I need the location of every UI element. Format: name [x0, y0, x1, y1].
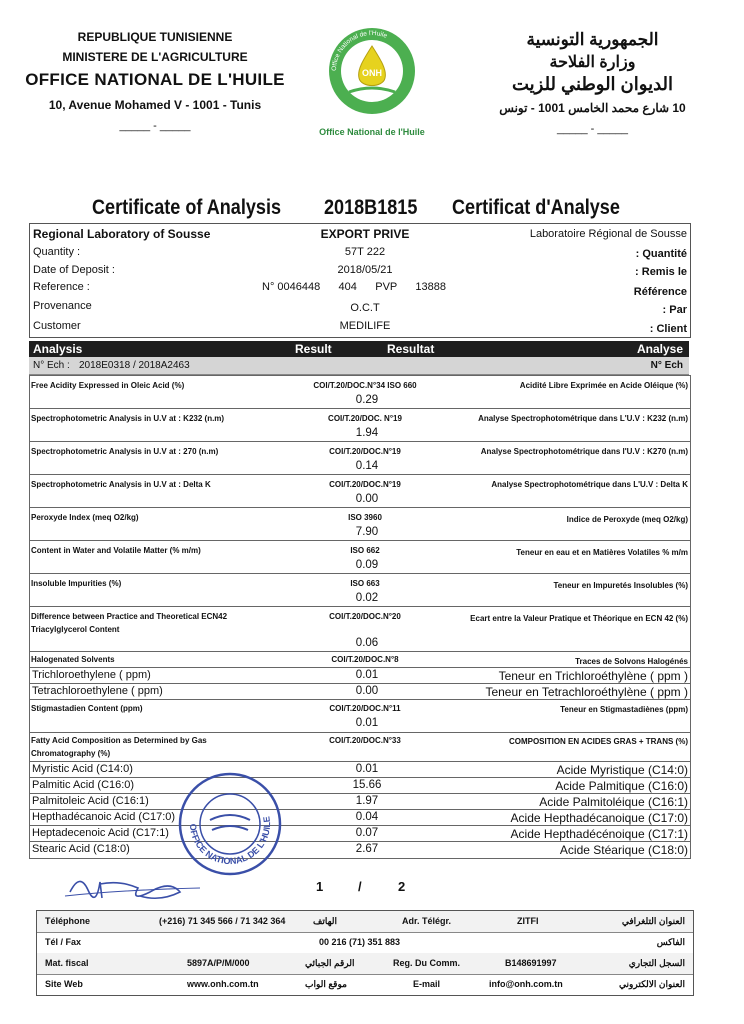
analysis-name: Insoluble Impurities (%) [31, 579, 122, 588]
analysis-value: 7.90 [355, 526, 379, 538]
table-row [30, 825, 690, 842]
quantity-label-fr: : Quantité [635, 248, 687, 260]
fatty-standard: COI/T.20/DOC.N°33 [329, 736, 401, 745]
table-row [30, 573, 690, 606]
analysis-name-fr: Acidité Libre Exprimée en Acide Oléique (%) [519, 381, 688, 390]
phone-label-ar: الهاتف [313, 916, 337, 926]
fatty-item-value: 0.04 [355, 811, 379, 823]
fatty-item-name-fr: Acide Palmitoléique (C16:1) [539, 795, 688, 809]
table-row [30, 809, 690, 826]
table-row [30, 793, 690, 810]
phone-label: Téléphone [45, 916, 91, 926]
fatty-item-name: Palmitic Acid (C16:0) [32, 779, 135, 791]
analysis-name-fr: Analyse Spectrophotométrique dans L'U.V : K232 (n.m) [478, 414, 688, 423]
table-row [30, 540, 690, 573]
halo-item-name: Trichloroethylene ( ppm) [32, 669, 151, 681]
certificate-number: 2018B1815 [324, 196, 418, 219]
analysis-name: Content in Water and Volatile Matter (% m/m) [31, 546, 201, 555]
tax-label-ar: الرقم الجبائي [305, 958, 355, 968]
halo-name: Halogenated Solvents [31, 655, 115, 664]
fax-label: Tél / Fax [45, 937, 82, 947]
customer-label-fr: : Client [649, 323, 687, 335]
trade-register-label: Reg. Du Comm. [393, 958, 461, 968]
fatty-item-name-fr: Acide Hepthadécénoique (C17:1) [510, 827, 688, 841]
fatty-item-name-fr: Acide Hepthadécanoique (C17:0) [510, 811, 688, 825]
title-fr: Certificat d'Analyse [452, 196, 620, 219]
trade-register-label-ar: السجل التجاري [628, 958, 685, 968]
sample-number-row [29, 357, 689, 375]
analysis-value: 0.29 [355, 394, 379, 406]
export-label: EXPORT PRIVE [320, 227, 410, 241]
fatty-item-value: 15.66 [352, 779, 382, 791]
fatty-item-name: Palmitoleic Acid (C16:1) [32, 795, 149, 807]
address-line: 10, Avenue Mohamed V - 1001 - Tunis [48, 98, 262, 112]
table-row-stigmastadien [30, 699, 690, 732]
analysis-standard: COI/T.20/DOC.N°19 [329, 447, 401, 456]
fatty-name-line1: Fatty Acid Composition as Determined by Gas [31, 736, 207, 745]
table-row-fatty-acids [30, 732, 690, 761]
nech-value: 2018E0318 / 2018A2463 [79, 360, 190, 371]
analysis-name-fr: Teneur en Impuretés Insolubles (%) [553, 581, 688, 590]
table-row [30, 777, 690, 794]
address-line-ar: 10 شارع محمد الخامس 1001 - تونس [499, 101, 686, 115]
fatty-item-name: Myristic Acid (C14:0) [32, 763, 133, 775]
page-separator: / [358, 879, 362, 894]
website-label-ar: موقع الواب [305, 979, 347, 989]
deposit-label-fr: : Remis le [635, 266, 687, 278]
fatty-item-value: 0.01 [355, 763, 379, 775]
analysis-standard: ISO 662 [350, 546, 380, 555]
tax-value: 5897A/P/M/000 [187, 958, 250, 968]
fatty-item-name-fr: Acide Stéarique (C18:0) [559, 843, 688, 857]
email-label-ar: العنوان الالكتروني [619, 979, 685, 989]
reference-value: N° 0046448 404 PVP 13888 [262, 281, 446, 293]
stig-standard: COI/T.20/DOC.N°11 [329, 704, 401, 713]
letterhead-left [20, 30, 290, 132]
analysis-name: Spectrophotometric Analysis in U.V at : Delta K [31, 480, 211, 489]
halo-item-value: 0.00 [355, 685, 379, 697]
website-label: Site Web [45, 979, 83, 989]
footer-row [37, 974, 693, 995]
title-en: Certificate of Analysis [92, 196, 282, 219]
signature [60, 862, 210, 906]
reference-label-fr: Référence [633, 286, 687, 298]
halo-name-fr: Traces de Solvons Halogénés [575, 657, 688, 666]
provenance-value: O.C.T [350, 302, 380, 314]
analysis-value: 0.02 [355, 592, 379, 604]
col-analysis: Analysis [33, 342, 83, 356]
table-row [30, 841, 690, 858]
table-row [30, 683, 690, 700]
analysis-name-fr: Indice de Peroxyde (meq O2/kg) [566, 515, 688, 524]
republic-line: REPUBLIQUE TUNISIENNE [77, 30, 233, 44]
ecn-standard: COI/T.20/DOC.N°20 [329, 612, 401, 621]
stig-name: Stigmastadien Content (ppm) [31, 704, 143, 713]
stig-value: 0.01 [355, 717, 379, 729]
email-label: E-mail [413, 979, 441, 989]
provenance-label: Provenance [33, 300, 92, 312]
footer-row [37, 932, 693, 954]
table-row-ecn42 [30, 606, 690, 651]
header-box [29, 223, 691, 338]
fatty-item-name: Heptadecenoic Acid (C17:1) [32, 827, 169, 839]
ecn-name-line2: Triacylglycerol Content [31, 625, 120, 634]
halo-standard: COI/T.20/DOC.N°8 [331, 655, 399, 664]
phone-value: (+216) 71 345 566 / 71 342 364 [159, 916, 286, 926]
telegram-value: ZITFI [517, 916, 539, 926]
ecn-value: 0.06 [355, 637, 379, 649]
fatty-item-name: Hepthadécanoic Acid (C17:0) [32, 811, 176, 823]
halo-item-name-fr: Teneur en Trichloroéthylène ( ppm ) [498, 669, 688, 683]
table-row [30, 441, 690, 474]
halo-item-name-fr: Teneur en Tetrachloroéthylène ( ppm ) [485, 685, 688, 699]
footer-contact-table [36, 910, 694, 996]
reference-label: Reference : [33, 281, 90, 293]
telegram-label: Adr. Télégr. [402, 916, 452, 926]
analysis-value: 0.00 [355, 493, 379, 505]
table-row [30, 761, 690, 778]
fatty-item-value: 1.97 [355, 795, 379, 807]
ministry-line-ar: وزارة الفلاحة [549, 54, 636, 71]
analysis-name-fr: Analyse Spectrophotométrique dans L'U.V : Delta K [491, 480, 688, 489]
fatty-name-line2: Chromatography (%) [31, 749, 111, 758]
fatty-item-name: Stearic Acid (C18:0) [32, 843, 130, 855]
onh-logo [327, 26, 417, 116]
halo-item-name: Tetrachloroethylene ( ppm) [32, 685, 163, 697]
stig-name-fr: Teneur en Stigmastadiènes (ppm) [560, 705, 688, 714]
table-row [30, 375, 690, 408]
logo-ring-text: Office National de l'Huile [330, 29, 388, 72]
page-total: 2 [398, 879, 406, 894]
logo-caption: Office National de l'Huile [319, 127, 425, 137]
analysis-header-band [29, 341, 689, 357]
fatty-item-value: 2.67 [355, 843, 379, 855]
footer-row [37, 953, 693, 975]
fatty-item-name-fr: Acide Palmitique (C16:0) [555, 779, 688, 793]
provenance-label-fr: : Par [662, 304, 687, 316]
fatty-item-value: 0.07 [355, 827, 379, 839]
analysis-standard: COI/T.20/DOC. N°19 [328, 414, 402, 423]
analysis-standard: ISO 3960 [348, 513, 382, 522]
republic-line-ar: الجمهورية التونسية [526, 30, 659, 49]
office-name-ar: الديوان الوطني للزيت [511, 74, 674, 94]
ministry-line: MINISTERE DE L'AGRICULTURE [62, 50, 248, 64]
table-row [30, 507, 690, 540]
fax-label-ar: الفاكس [656, 937, 685, 947]
ecn-name-fr: Ecart entre la Valeur Pratique et Théorique en ECN 42 (%) [470, 614, 688, 623]
trade-register-value: B148691997 [505, 958, 557, 968]
table-row-halogenated [30, 651, 690, 668]
website-link[interactable]: www.onh.com.tn [187, 979, 259, 989]
nech-label-fr: N° Ech [650, 360, 683, 371]
analysis-name: Free Acidity Expressed in Oleic Acid (%) [31, 381, 185, 390]
customer-label: Customer [33, 320, 81, 332]
fatty-item-name-fr: Acide Myristique (C14:0) [556, 763, 688, 777]
ecn-name-line1: Difference between Practice and Theoretical ECN42 [31, 612, 228, 621]
analysis-name-fr: Analyse Spectrophotométrique dans l'U.V : K270 (n.m) [480, 447, 688, 456]
analysis-table [29, 375, 691, 859]
fatty-name-fr: COMPOSITION EN ACIDES GRAS + TRANS (%) [508, 737, 688, 746]
quantity-label: Quantity : [33, 246, 81, 258]
logo-text: ONH [362, 68, 382, 78]
tax-label: Mat. fiscal [45, 958, 89, 968]
fax-value: 00 216 (71) 351 883 [319, 937, 401, 947]
analysis-standard: COI/T.20/DOC.N°19 [329, 480, 401, 489]
analysis-name: Spectrophotometric Analysis in U.V at : 270 (n.m) [31, 447, 219, 456]
deposit-label: Date of Deposit : [33, 264, 115, 276]
nech-label: N° Ech : [33, 360, 70, 371]
lab-fr: Laboratoire Régional de Sousse [529, 228, 687, 240]
col-resultat: Resultat [387, 342, 435, 356]
halo-item-value: 0.01 [355, 669, 379, 681]
office-name: OFFICE NATIONAL DE L'HUILE [25, 70, 285, 89]
col-result: Result [295, 342, 332, 356]
table-row [30, 474, 690, 507]
footer-row [37, 911, 693, 933]
analysis-value: 1.94 [355, 427, 379, 439]
col-analyse: Analyse [636, 342, 683, 356]
letterhead-right [460, 30, 725, 135]
quantity-value: 57T 222 [344, 246, 386, 258]
analysis-standard: ISO 663 [350, 579, 380, 588]
email-link[interactable]: info@onh.com.tn [489, 979, 563, 989]
analysis-name-fr: Teneur en eau et en Matières Volatiles % m/m [516, 548, 688, 557]
lab-en: Regional Laboratory of Sousse [33, 227, 211, 241]
analysis-name: Peroxyde Index (meq O2/kg) [31, 513, 139, 522]
analysis-value: 0.14 [355, 460, 379, 472]
table-row [30, 408, 690, 441]
analysis-name: Spectrophotometric Analysis in U.V at : K232 (n.m) [31, 414, 225, 423]
customer-value: MEDILIFE [339, 320, 391, 332]
table-row [30, 667, 690, 684]
dash-line-ar: _____ - _____ [557, 123, 628, 135]
deposit-value: 2018/05/21 [337, 264, 393, 276]
analysis-standard: COI/T.20/DOC.N°34 ISO 660 [313, 381, 417, 390]
analysis-value: 0.09 [355, 559, 379, 571]
page-current: 1 [316, 879, 324, 894]
telegram-label-ar: العنوان التلغرافي [621, 916, 685, 926]
stamp-ring-text: OFFICE NATIONAL DE L'HUILE [187, 815, 273, 867]
dash-line: _____ - _____ [119, 120, 191, 132]
